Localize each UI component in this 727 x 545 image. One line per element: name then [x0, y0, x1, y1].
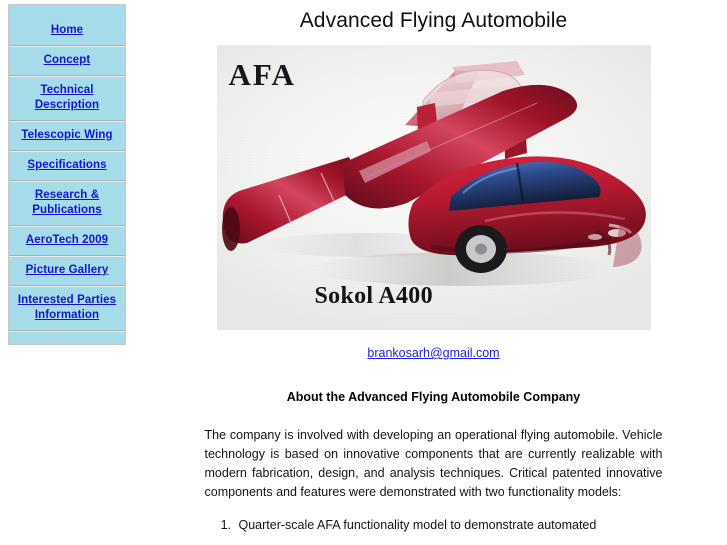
sidebar-item-label[interactable]: Concept	[43, 54, 91, 66]
sidebar-item-label[interactable]: AeroTech 2009	[25, 234, 109, 246]
main-content	[140, 0, 727, 545]
article-list	[205, 516, 663, 535]
hero-model-text: Sokol A400	[314, 283, 433, 309]
sidebar-item-aerotech-2009[interactable]	[9, 226, 125, 256]
hero-photo-canvas	[217, 45, 651, 330]
sidebar-item-home[interactable]	[9, 4, 125, 46]
contact-email-row	[140, 344, 727, 362]
sidebar-item-label[interactable]: Telescopic Wing	[21, 129, 113, 141]
sidebar-item-label[interactable]: Interested Parties Information	[17, 294, 117, 321]
sidebar-item-picture-gallery[interactable]	[9, 256, 125, 286]
article-heading: About the Advanced Flying Automobile Company	[286, 390, 581, 404]
list-item: 1. Quarter-scale AFA functionality model to demonstrate automated	[235, 516, 663, 535]
sidebar-item-specifications[interactable]	[9, 151, 125, 181]
sidebar-item-telescopic-wing[interactable]	[9, 121, 125, 151]
sidebar-item-label[interactable]: Home	[50, 24, 84, 36]
sidebar-item-interested-parties-information[interactable]	[9, 286, 125, 331]
contact-email-link[interactable]: brankosarh@gmail.com	[367, 346, 500, 360]
sidebar-item-label[interactable]: Research & Publications	[32, 189, 102, 216]
sidebar-filler-cell	[9, 331, 125, 345]
sidebar-item-label[interactable]: Technical Description	[34, 84, 100, 111]
hero-logo-text: AFA	[228, 57, 296, 92]
article-paragraph: The company is involved with developing an operational flying automobile. Vehicle technology is based on innovative components that are currently realizable with modern fabrication, design, and analysis techniques. Critical patented innovative components and features were demonstrated with two functionality models:	[204, 428, 663, 499]
page-title: Advanced Flying Automobile	[299, 9, 568, 32]
sidebar-item-technical-description[interactable]	[9, 76, 125, 121]
article	[205, 362, 663, 535]
sidebar-nav	[8, 4, 126, 345]
sidebar-item-label[interactable]: Picture Gallery	[25, 264, 109, 276]
sidebar-item-concept[interactable]	[9, 46, 125, 76]
sidebar-item-research-publications[interactable]	[9, 181, 125, 226]
hero-photo	[217, 45, 651, 330]
sidebar-item-label[interactable]: Specifications	[27, 159, 107, 171]
